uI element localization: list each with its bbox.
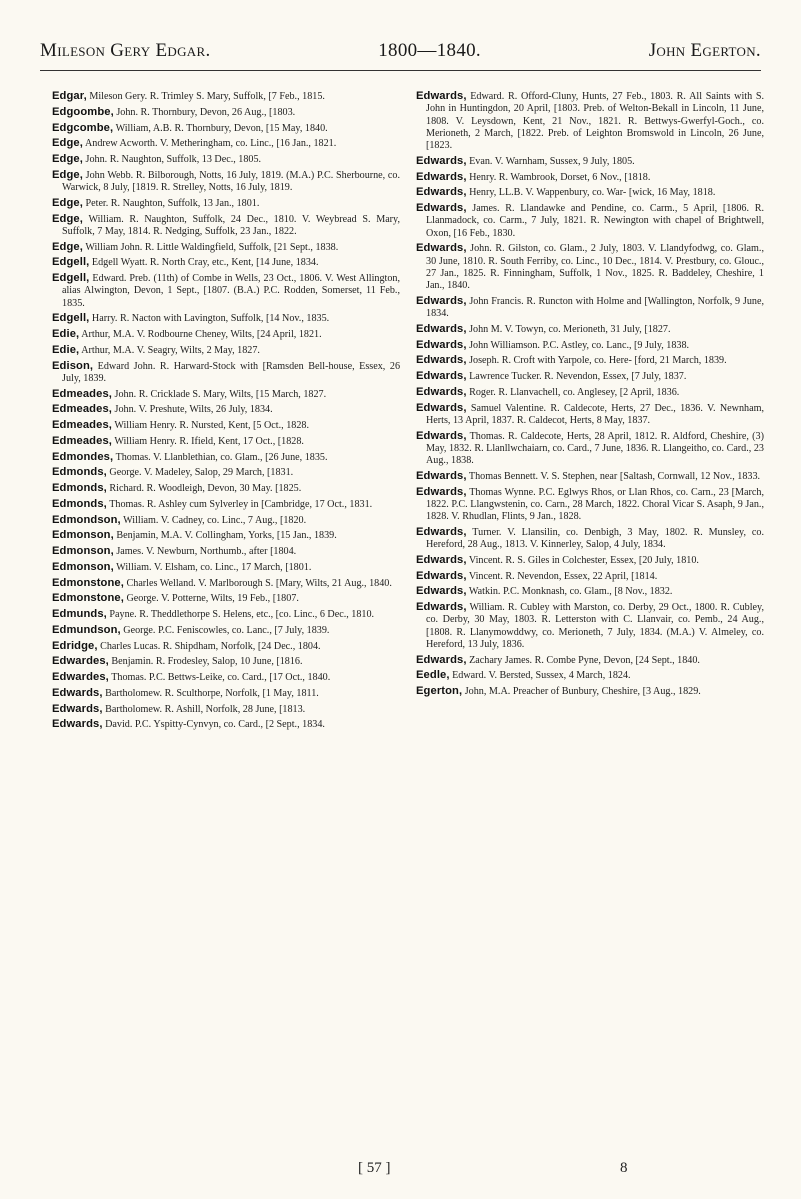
index-entry xyxy=(52,577,400,590)
entry-headword: Edgar, xyxy=(52,90,87,102)
entry-headword: Edwards, xyxy=(416,401,467,414)
index-entry xyxy=(52,90,400,103)
index-entry xyxy=(52,482,400,495)
entry-headword: Edwards, xyxy=(52,718,103,731)
index-entry xyxy=(52,169,400,195)
entry-text: Benjamin, M.A. V. Collingham, Yorks, [15 Jan., 1839. xyxy=(116,530,337,542)
entry-headword: Edgell, xyxy=(52,312,90,325)
entry-text: Edward. V. Bersted, Sussex, 4 March, 1824. xyxy=(452,670,631,682)
left-column xyxy=(52,90,400,734)
index-entry xyxy=(52,435,400,448)
entry-headword: Edwards, xyxy=(416,485,467,498)
running-head-right: John Egerton. xyxy=(648,40,761,61)
entry-headword: Edmonds, xyxy=(52,466,107,479)
page-number: [ 57 ] xyxy=(358,1160,391,1176)
index-entry xyxy=(52,106,400,119)
entry-headword: Edwards, xyxy=(416,653,467,666)
entry-text: John, M.A. Preacher of Bunbury, Cheshire, [3 Aug., 1829. xyxy=(464,686,701,697)
entry-headword: Edmondes, xyxy=(52,450,114,463)
entry-headword: Edwards, xyxy=(416,170,467,183)
index-entry xyxy=(52,419,400,432)
entry-text: William. R. Cubley with Marston, co. Derby, 29 Oct., 1800. R. Cubley, co. Derby, 30 May, 1803. R. Letterston with C. Llanvair, co. Pemb., 24 Aug., [1808. R. Llanymowddwy, co. Merioneth, 7 July, 1834. (M.A.) V. Almeley, co. Hereford, 13 July, 1836. xyxy=(426,602,764,650)
entry-headword: Edwards, xyxy=(416,90,467,102)
entry-text: Zachary James. R. Combe Pyne, Devon, [24 Sept., 1840. xyxy=(469,654,700,666)
entry-text: John. R. Cricklade S. Mary, Wilts, [15 March, 1827. xyxy=(114,388,327,400)
index-entry xyxy=(52,328,400,341)
entry-headword: Edmonson, xyxy=(52,560,114,573)
index-entry xyxy=(52,213,400,239)
index-entry xyxy=(416,242,764,292)
entry-headword: Edge, xyxy=(52,240,83,253)
index-entry xyxy=(416,669,764,682)
entry-headword: Edgell, xyxy=(52,272,90,284)
entry-text: Edgell Wyatt. R. North Cray, etc., Kent, [14 June, 1834. xyxy=(91,257,319,269)
entry-headword: Edmonds, xyxy=(52,497,107,510)
index-entry xyxy=(416,470,764,483)
entry-headword: Edmeades, xyxy=(52,419,112,431)
entry-text: William Henry. R. Ifield, Kent, 17 Oct., [1828. xyxy=(114,435,304,447)
entry-text: William. V. Cadney, co. Linc., 7 Aug., [1820. xyxy=(123,514,307,526)
entry-headword: Eedle, xyxy=(416,669,450,682)
entry-text: John. R. Gilston, co. Glam., 2 July, 1803. V. Llandyfodwg, co. Glam., 30 June, 1810. R. South Ferriby, co. Linc., 10 Dec., 1814. V. Prestbury, co. Glouc., 27 Jan., 1825. R. Finningham, Suffolk, 1 Nov., 1825. R. Baddeley, Cheshire, 1 Jan., 1840. xyxy=(426,243,764,291)
index-entry xyxy=(416,323,764,336)
index-entry xyxy=(52,241,400,254)
entry-headword: Edwards, xyxy=(416,601,467,613)
entry-text: Lawrence Tucker. R. Nevendon, Essex, [7 July, 1837. xyxy=(469,371,687,382)
entry-text: Arthur, M.A. V. Rodbourne Cheney, Wilts, [24 April, 1821. xyxy=(81,329,322,340)
entry-text: Richard. R. Woodleigh, Devon, 30 May. [1825. xyxy=(109,483,302,494)
index-entry xyxy=(52,388,400,401)
right-column xyxy=(416,90,764,701)
signature-mark: 8 xyxy=(620,1160,628,1176)
entry-headword: Edwards, xyxy=(416,370,467,382)
entry-text: James. R. Llandawke and Pendine, co. Carm., 5 April, [1806. R. Llanmadock, co. Carm., 7 July, 1821. R. Newington with chapel of Brightwell, Oxon, [16 Feb., 1830. xyxy=(426,203,764,239)
entry-headword: Edmondson, xyxy=(52,513,121,526)
entry-text: John M. V. Towyn, co. Merioneth, 31 July, [1827. xyxy=(469,323,671,335)
entry-headword: Edwards, xyxy=(416,154,467,167)
index-entry xyxy=(416,186,764,199)
entry-headword: Edmeades, xyxy=(52,403,112,416)
entry-headword: Edwards, xyxy=(416,525,467,538)
entry-headword: Edgoombe, xyxy=(52,105,114,118)
entry-text: Thomas Bennett. V. S. Stephen, near [Saltash, Cornwall, 12 Nov., 1833. xyxy=(468,470,761,482)
entry-text: Samuel Valentine. R. Caldecote, Herts, 27 Dec., 1836. V. Newnham, Herts, 13 April, 1837. R. Caldecot, Herts, 8 May, 1837. xyxy=(426,402,764,426)
entry-headword: Edmeades, xyxy=(52,387,112,400)
entry-headword: Edwards, xyxy=(416,354,467,367)
entry-text: John Webb. R. Bilborough, Notts, 16 July, 1819. (M.A.) P.C. Sherbourne, co. Warwick, 8 July, [1819. R. Strelley, Notts, 16 July, 1819. xyxy=(62,169,400,193)
header-rule xyxy=(40,70,761,71)
index-entry xyxy=(52,640,400,653)
index-entry xyxy=(416,295,764,321)
entry-text: George. V. Madeley, Salop, 29 March, [1831. xyxy=(109,467,294,479)
index-entry xyxy=(52,498,400,511)
entry-text: Thomas. R. Caldecote, Herts, 28 April, 1812. R. Aldford, Cheshire, (3) May, 1832. R. Llanllwchaiarn, co. Card., 7 June, 1836. R. Llangeitho, co. Card., 23 Aug., 1838. xyxy=(426,430,764,466)
entry-headword: Edge, xyxy=(52,153,83,165)
entry-headword: Edwards, xyxy=(416,469,467,482)
index-entry xyxy=(52,514,400,527)
entry-headword: Edmonstone, xyxy=(52,576,124,589)
entry-text: William. R. Naughton, Suffolk, 24 Dec., 1810. V. Weybread S. Mary, Suffolk, 7 May, 1814. R. Nedging, Suffolk, 23 Jan., 1822. xyxy=(62,213,400,237)
index-entry xyxy=(416,155,764,168)
entry-text: Turner. V. Llansilin, co. Denbigh, 3 May, 1802. R. Munsley, co. Hereford, 28 Aug., 1813. V. Kinnerley, Salop, 4 July, 1834. xyxy=(426,526,764,550)
index-entry xyxy=(52,272,400,310)
index-entry xyxy=(416,554,764,567)
entry-headword: Edwards, xyxy=(52,686,103,699)
entry-headword: Edgell, xyxy=(52,256,90,269)
index-entry xyxy=(416,402,764,428)
entry-text: Watkin. P.C. Monknash, co. Glam., [8 Nov., 1832. xyxy=(468,586,673,598)
index-entry xyxy=(416,370,764,383)
index-entry xyxy=(52,703,400,716)
entry-headword: Edmonson, xyxy=(52,529,114,542)
entry-text: Bartholomew. R. Sculthorpe, Norfolk, [1 May, 1811. xyxy=(105,687,319,699)
entry-headword: Edgcombe, xyxy=(52,121,114,134)
entry-headword: Edwards, xyxy=(416,385,467,398)
index-columns xyxy=(52,90,764,1155)
entry-text: Edward. R. Offord-Cluny, Hunts, 27 Feb., 1803. R. All Saints with S. John in Huntingdon, 20 April, [1803. Preb. of Welton-Bekall in Lincoln, 11 June, 1808. V. Leysdown, Kent, 21 Nov., 1821. R. Bettwys-Gwerfyl-Goch., co. Merioneth, 2 March, [1822. Preb. of Leighton Bromswold in Lincoln, 26 June, [1823. xyxy=(426,91,764,151)
entry-text: John Williamson. P.C. Astley, co. Lanc., [9 July, 1838. xyxy=(469,339,690,351)
entry-text: Joseph. R. Croft with Yarpole, co. Here- [ford, 21 March, 1839. xyxy=(469,355,727,367)
index-entry xyxy=(52,655,400,668)
entry-headword: Edge, xyxy=(52,137,83,150)
entry-text: Thomas. V. Llanblethian, co. Glam., [26 June, 1835. xyxy=(115,451,328,463)
entry-headword: Edge, xyxy=(52,212,83,225)
index-entry xyxy=(416,354,764,367)
entry-headword: Edwards, xyxy=(416,242,467,255)
entry-text: John. V. Preshute, Wilts, 26 July, 1834. xyxy=(114,404,273,416)
index-entry xyxy=(52,687,400,700)
entry-text: Vincent. R. S. Giles in Colchester, Essex, [20 July, 1810. xyxy=(468,554,699,566)
entry-text: William Henry. R. Nursted, Kent, [5 Oct., 1828. xyxy=(114,420,309,431)
index-entry xyxy=(416,90,764,152)
entry-headword: Edie, xyxy=(52,343,80,356)
entry-headword: Edmonds, xyxy=(52,482,107,494)
entry-text: Bartholomew. R. Ashill, Norfolk, 28 June, [1813. xyxy=(105,703,306,715)
entry-headword: Edie, xyxy=(52,328,80,340)
entry-headword: Edwards, xyxy=(416,553,467,566)
index-entry xyxy=(416,386,764,399)
entry-text: Thomas. R. Ashley cum Sylverley in [Cambridge, 17 Oct., 1831. xyxy=(109,498,373,510)
entry-headword: Edridge, xyxy=(52,639,98,652)
entry-text: Henry, LL.B. V. Wappenbury, co. War- [wick, 16 May, 1818. xyxy=(469,187,716,199)
entry-headword: Edwards, xyxy=(416,294,467,307)
entry-text: William. V. Elsham, co. Linc., 17 March, [1801. xyxy=(116,561,312,573)
entry-headword: Edwards, xyxy=(416,585,467,598)
entry-headword: Edmonson, xyxy=(52,545,114,557)
index-entry xyxy=(52,718,400,731)
entry-text: James. V. Newburn, Northumb., after [1804. xyxy=(116,546,297,557)
entry-text: Evan. V. Warnham, Sussex, 9 July, 1805. xyxy=(469,155,635,167)
entry-headword: Edmeades, xyxy=(52,434,112,447)
entry-headword: Edwards, xyxy=(52,702,103,715)
index-entry xyxy=(52,466,400,479)
index-entry xyxy=(416,654,764,667)
entry-text: Edward. Preb. (11th) of Combe in Wells, 23 Oct., 1806. V. West Allington, alias Alwington, Devon, 1 Sept., [1807. (B.A.) P.C. Rodden, Somerset, 11 Feb., 1835. xyxy=(62,273,400,309)
entry-headword: Edge, xyxy=(52,196,83,209)
entry-text: Henry. R. Wambrook, Dorset, 6 Nov., [1818. xyxy=(469,171,651,183)
index-entry xyxy=(416,486,764,524)
index-entry xyxy=(416,585,764,598)
entry-headword: Edwards, xyxy=(416,202,467,214)
entry-headword: Edmundson, xyxy=(52,623,121,636)
entry-text: Edward John. R. Harward-Stock with [Ramsden Bell-house, Essex, 26 July, 1839. xyxy=(62,360,401,384)
entry-text: Arthur, M.A. V. Seagry, Wilts, 2 May, 1827. xyxy=(81,344,260,356)
entry-headword: Edwardes, xyxy=(52,671,109,683)
index-entry xyxy=(416,526,764,552)
index-entry xyxy=(52,360,400,386)
entry-headword: Egerton, xyxy=(416,685,463,697)
entry-headword: Edwardes, xyxy=(52,655,109,668)
index-entry xyxy=(416,171,764,184)
index-entry xyxy=(52,592,400,605)
entry-headword: Edge, xyxy=(52,168,83,181)
entry-text: Vincent. R. Nevendon, Essex, 22 April, [1814. xyxy=(468,570,658,582)
index-entry xyxy=(52,137,400,150)
running-head-left: Mileson Gery Edgar. xyxy=(40,40,211,61)
index-entry xyxy=(52,671,400,684)
entry-text: Thomas Wynne. P.C. Eglwys Rhos, or Llan Rhos, co. Carn., 23 [March, 1822. P.C. Llangwstenin, co. Carn., 28 March, 1822. Choral Vicar S. Asaph, 9 Jan., 1828. V. Rhudlan, Flints, 9 Jan., 1828. xyxy=(426,486,764,522)
entry-headword: Edwards, xyxy=(416,322,467,335)
entry-text: Payne. R. Theddlethorpe S. Helens, etc., [co. Linc., 6 Dec., 1810. xyxy=(109,609,375,620)
index-entry xyxy=(416,685,764,698)
index-entry xyxy=(52,344,400,357)
entry-text: Andrew Acworth. V. Metheringham, co. Linc., [16 Jan., 1821. xyxy=(84,138,337,150)
entry-headword: Edmunds, xyxy=(52,608,107,620)
index-entry xyxy=(52,403,400,416)
entry-text: Roger. R. Llanvachell, co. Anglesey, [2 April, 1836. xyxy=(469,386,680,398)
entry-text: John. R. Thornbury, Devon, 26 Aug., [1803. xyxy=(116,106,296,118)
entry-headword: Edwards, xyxy=(416,569,467,582)
entry-text: Harry. R. Nacton with Lavington, Suffolk, [14 Nov., 1835. xyxy=(91,313,330,325)
index-entry xyxy=(52,197,400,210)
index-entry xyxy=(52,451,400,464)
entry-text: John Francis. R. Runcton with Holme and [Wallington, Norfolk, 9 June, 1834. xyxy=(426,295,765,319)
index-entry xyxy=(416,430,764,468)
entry-text: Mileson Gery. R. Trimley S. Mary, Suffolk, [7 Feb., 1815. xyxy=(89,91,325,102)
entry-text: Charles Welland. V. Marlborough S. [Mary, Wilts, 21 Aug., 1840. xyxy=(126,577,392,589)
index-entry xyxy=(52,545,400,558)
index-entry xyxy=(416,339,764,352)
entry-text: William John. R. Little Waldingfield, Suffolk, [21 Sept., 1838. xyxy=(85,241,339,253)
entry-headword: Edwards, xyxy=(416,338,467,351)
index-entry xyxy=(52,256,400,269)
running-head xyxy=(40,40,761,62)
entry-headword: Edwards, xyxy=(416,186,467,199)
entry-headword: Edwards, xyxy=(416,429,467,442)
entry-text: Charles Lucas. R. Shipdham, Norfolk, [24 Dec., 1804. xyxy=(100,640,321,652)
entry-text: Benjamin. R. Frodesley, Salop, 10 June, [1816. xyxy=(111,656,303,668)
index-entry xyxy=(416,570,764,583)
index-entry xyxy=(52,312,400,325)
entry-text: John. R. Naughton, Suffolk, 13 Dec., 1805. xyxy=(85,154,262,165)
entry-headword: Edmonstone, xyxy=(52,592,124,605)
entry-text: William, A.B. R. Thornbury, Devon, [15 May, 1840. xyxy=(115,122,328,134)
index-entry xyxy=(416,601,764,651)
index-entry xyxy=(416,202,764,240)
entry-text: George. V. Potterne, Wilts, 19 Feb., [1807. xyxy=(126,593,299,605)
index-entry xyxy=(52,153,400,166)
index-entry xyxy=(52,624,400,637)
entry-text: George. P.C. Feniscowles, co. Lanc., [7 July, 1839. xyxy=(123,624,330,636)
index-entry xyxy=(52,561,400,574)
entry-headword: Edison, xyxy=(52,359,94,372)
entry-text: Thomas. P.C. Bettws-Leike, co. Card., [17 Oct., 1840. xyxy=(111,672,331,683)
entry-text: David. P.C. Yspitty-Cynvyn, co. Card., [2 Sept., 1834. xyxy=(105,719,325,731)
index-entry xyxy=(52,122,400,135)
index-entry xyxy=(52,529,400,542)
running-head-center: 1800—1840. xyxy=(378,40,481,61)
index-entry xyxy=(52,608,400,621)
entry-text: Peter. R. Naughton, Suffolk, 13 Jan., 1801. xyxy=(85,197,260,209)
